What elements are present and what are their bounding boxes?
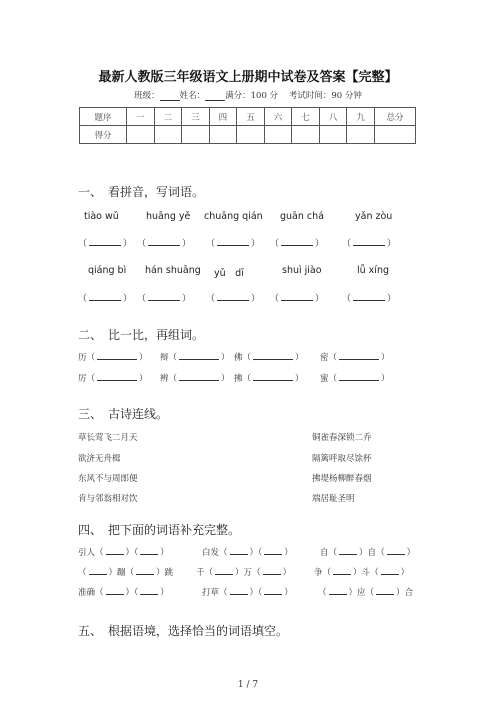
score-label: 满分：100 分 — [225, 91, 279, 101]
idiom-item[interactable]: 白发（ ）（ ） — [202, 548, 293, 558]
pinyin-item: huāng yě — [146, 211, 191, 222]
class-blank — [160, 91, 180, 101]
score-table-header-row — [80, 108, 416, 126]
section-heading-1: 一、 看拼音，写词语。 — [78, 185, 205, 199]
pinyin-item: hán shuāng — [145, 265, 201, 276]
section-heading-3: 三、 古诗连线。 — [78, 407, 169, 421]
compare-item[interactable]: 辨（ ） — [160, 374, 230, 384]
answer-blank[interactable]: （ ） — [270, 239, 325, 249]
table-header-cell: 七 — [292, 108, 320, 126]
compare-item[interactable]: 辩（ ） — [160, 353, 230, 363]
poem-line-right[interactable]: 端居耻圣明 — [312, 494, 355, 504]
idiom-item[interactable]: （ ）应（ ）合 — [318, 588, 414, 598]
section-heading-5: 五、 根据语境，选择恰当的词语填空。 — [78, 624, 289, 638]
answer-blank[interactable]: （ ） — [137, 239, 192, 249]
score-cell[interactable] — [154, 126, 182, 144]
table-header-cell: 总分 — [375, 108, 416, 126]
pinyin-item: chuāng qián — [204, 211, 263, 222]
score-table-row — [80, 126, 416, 144]
idiom-item[interactable]: 千（ ）万（ ） — [196, 568, 292, 578]
pinyin-item: yǎn zòu — [355, 211, 393, 222]
score-cell[interactable] — [264, 126, 292, 144]
poem-line-right[interactable]: 隔篱呼取尽馀杯 — [312, 454, 372, 464]
answer-blank[interactable]: （ ） — [78, 294, 133, 304]
pinyin-item: shuì jiào — [282, 265, 322, 276]
score-cell[interactable] — [292, 126, 320, 144]
poem-line-left[interactable]: 肯与邻翁相对饮 — [78, 494, 138, 504]
table-header-cell: 二 — [154, 108, 182, 126]
table-header-cell: 四 — [209, 108, 237, 126]
answer-blank[interactable]: （ ） — [270, 294, 325, 304]
table-header-cell: 九 — [347, 108, 375, 126]
compare-item[interactable]: 密（ ） — [320, 353, 390, 363]
answer-blank[interactable]: （ ） — [342, 239, 397, 249]
answer-blank[interactable]: （ ） — [342, 294, 397, 304]
answer-blank[interactable]: （ ） — [137, 294, 192, 304]
pinyin-item: qiáng bì — [88, 265, 127, 276]
score-cell[interactable] — [347, 126, 375, 144]
exam-info — [0, 89, 496, 101]
page-number: 1 / 7 — [237, 680, 259, 690]
compare-item[interactable]: 厉（ ） — [78, 374, 148, 384]
score-cell[interactable] — [182, 126, 210, 144]
score-table — [79, 107, 416, 144]
table-header-cell: 题序 — [80, 108, 127, 126]
compare-item[interactable]: 拂（ ） — [234, 374, 304, 384]
row-label-cell: 得分 — [80, 126, 127, 144]
poem-line-left[interactable]: 草长莺飞二月天 — [78, 433, 138, 443]
section-heading-2: 二、 比一比，再组词。 — [78, 328, 205, 342]
idiom-item[interactable]: 引人（ ）（ ） — [78, 548, 169, 558]
class-label: 班级： — [134, 91, 160, 101]
score-cell[interactable] — [319, 126, 347, 144]
poem-line-left[interactable]: 欲济无舟楫 — [78, 454, 121, 464]
poem-line-left[interactable]: 东风不与周郎便 — [78, 474, 138, 484]
score-cell[interactable] — [375, 126, 416, 144]
pinyin-item: lǚ xíng — [357, 265, 389, 276]
poem-line-right[interactable]: 铜雀春深锁二乔 — [312, 433, 372, 443]
page-title: 最新人教版三年级语文上册期中试卷及答案【完整】 — [98, 70, 398, 85]
score-cell[interactable] — [237, 126, 265, 144]
name-blank — [205, 91, 225, 101]
compare-item[interactable]: 蜜（ ） — [320, 374, 390, 384]
score-cell[interactable] — [127, 126, 155, 144]
table-header-cell: 五 — [237, 108, 265, 126]
idiom-item[interactable]: 自（ ）自（ ） — [320, 548, 416, 558]
compare-item[interactable]: 佛（ ） — [234, 353, 304, 363]
section-heading-4: 四、 把下面的词语补充完整。 — [78, 523, 241, 537]
answer-blank[interactable]: （ ） — [206, 239, 261, 249]
idiom-item[interactable]: （ ）蹦（ ）跳 — [78, 568, 174, 578]
table-header-cell: 八 — [319, 108, 347, 126]
table-header-cell: 三 — [182, 108, 210, 126]
time-label: 考试时间：90 分钟 — [288, 91, 362, 101]
answer-blank[interactable]: （ ） — [206, 294, 261, 304]
answer-blank[interactable]: （ ） — [78, 239, 133, 249]
pinyin-item: yǔ dī — [214, 268, 244, 279]
name-label: 姓名： — [179, 91, 206, 101]
pinyin-item: guān chá — [280, 211, 324, 222]
idiom-item[interactable]: 准确（ ）（ ） — [78, 588, 169, 598]
idiom-item[interactable]: 打草（ ）（ ） — [202, 588, 293, 598]
poem-line-right[interactable]: 拂堤杨柳醉春烟 — [312, 474, 372, 484]
table-header-cell: 一 — [127, 108, 155, 126]
table-header-cell: 六 — [264, 108, 292, 126]
score-cell[interactable] — [209, 126, 237, 144]
pinyin-item: tiào wǔ — [84, 211, 119, 222]
idiom-item[interactable]: 争（ ）斗（ ） — [314, 568, 410, 578]
compare-item[interactable]: 历（ ） — [78, 353, 148, 363]
